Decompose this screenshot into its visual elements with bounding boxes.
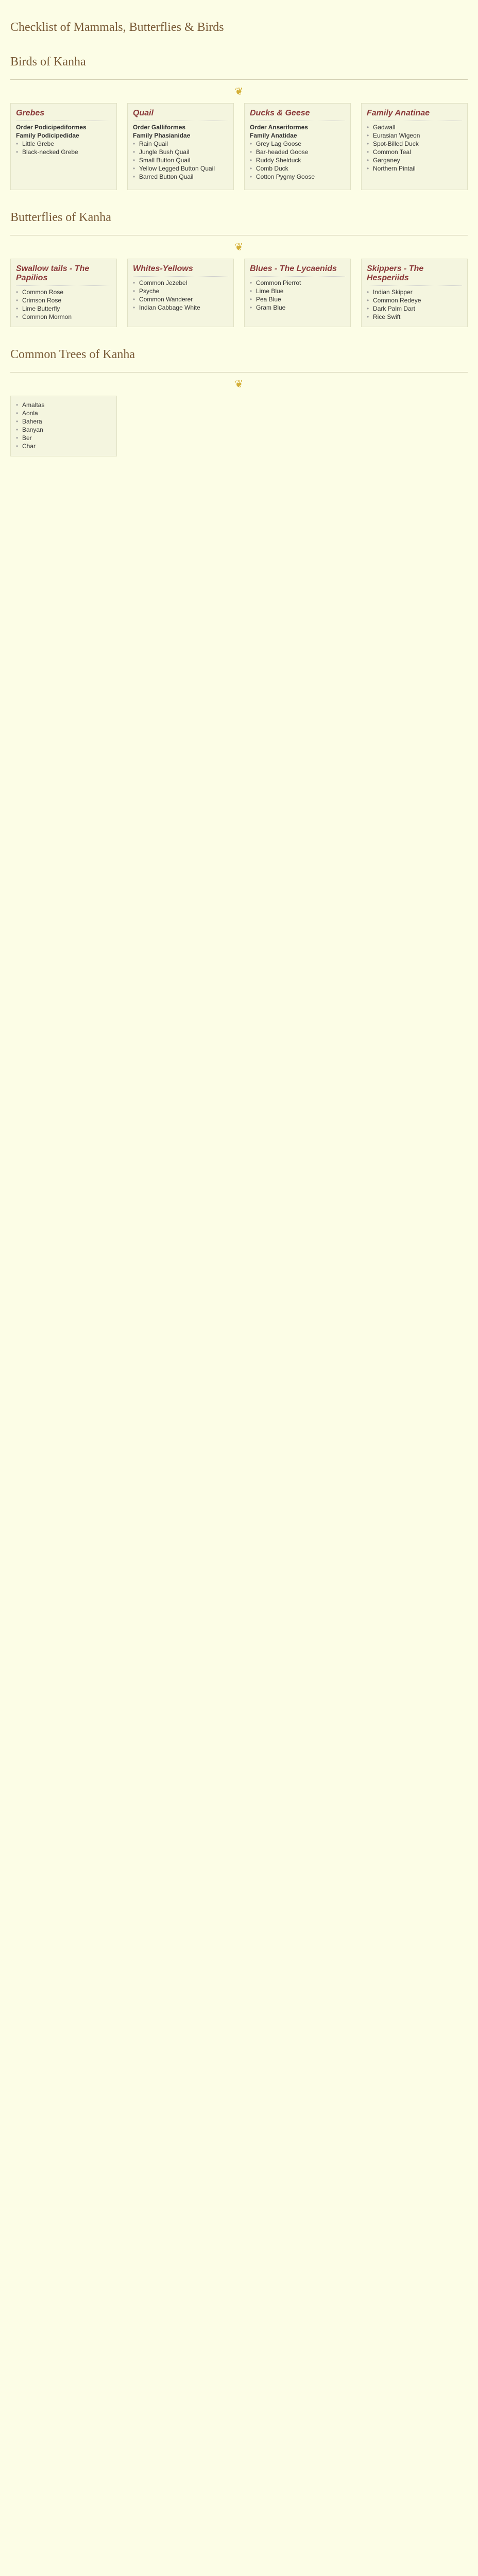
trees-list-card: • Amaltas • Aonla • Bahera • Banyan • Ber • Char <box>10 396 117 456</box>
butterfly-card: Blues - The Lycaenids • Common Pierrot • Lime Blue • Pea Blue • Gram Blue <box>244 259 351 327</box>
birds-grid <box>10 103 468 190</box>
trees-section-title: Common Trees of Kanha <box>10 348 135 361</box>
butterfly-card: Whites-Yellows • Common Jezebel • Psyche • Common Wanderer • Indian Cabbage White <box>127 259 234 327</box>
ornament-icon: ❦ <box>234 86 244 97</box>
butterflies-section-title: Butterflies of Kanha <box>10 211 111 224</box>
ornament-icon: ❦ <box>234 379 244 390</box>
page-title: Checklist of Mammals, Butterflies & Birds <box>10 21 224 34</box>
bird-group-card: Family Anatinae • Gadwall • Eurasian Wigeon • Spot-Billed Duck • Common Teal • Garganey • Northern Pintail <box>361 103 468 190</box>
page-container <box>0 0 478 467</box>
ornament-icon: ❦ <box>234 242 244 253</box>
butterfly-card: Skippers - The Hesperiids • Indian Skipper • Common Redeye • Dark Palm Dart • Rice Swift <box>361 259 468 327</box>
bird-group-card: Quail Order Galliformes Family Phasianidae • Rain Quail • Jungle Bush Quail • Small Button Quail • Yellow Legged Button Quail • Barred Button Quail <box>127 103 234 190</box>
birds-section-title: Birds of Kanha <box>10 55 86 69</box>
trees-grid <box>10 396 468 456</box>
butterfly-card: Swallow tails - The Papilios • Common Rose • Crimson Rose • Lime Butterfly • Common Mormon <box>10 259 117 327</box>
butterflies-grid <box>10 259 468 327</box>
bird-group-card: Ducks & Geese Order Anseriformes Family Anatidae • Grey Lag Goose • Bar-headed Goose • Ruddy Shelduck • Comb Duck • Cotton Pygmy Goose <box>244 103 351 190</box>
bird-group-card: Grebes Order Podicipediformes Family Podicipedidae • Little Grebe • Black-necked Grebe <box>10 103 117 190</box>
